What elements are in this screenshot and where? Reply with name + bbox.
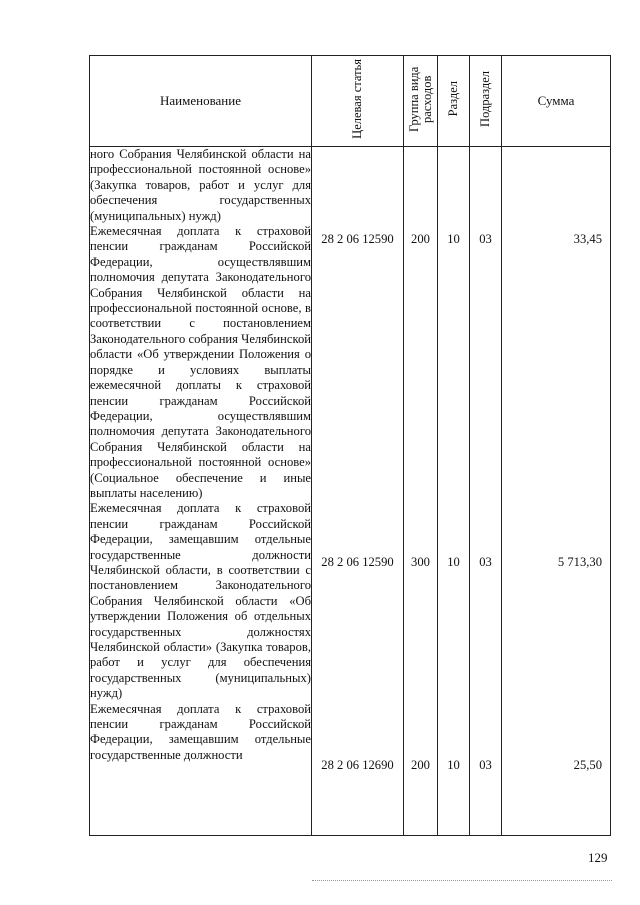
row-3-target: 28 2 06 12690 [321, 758, 394, 772]
row-2-section: 10 [447, 555, 460, 569]
page-number: 129 [588, 850, 608, 865]
name-cell [90, 147, 312, 836]
header-name: Наименование [90, 56, 312, 147]
group-cell [404, 147, 438, 836]
section-cell [438, 147, 470, 836]
table-row [90, 147, 611, 836]
budget-table [89, 55, 611, 836]
header-sum: Сумма [502, 56, 611, 147]
row-1-group: 200 [411, 232, 430, 246]
row-3-section: 10 [447, 758, 460, 772]
name-paragraph: Ежемесячная доплата к страховой пенсии гражданам Российской Федерации, замещавшим отдельные государственные должности Челябинской области, в соответствии с постановлением Законодательного Собрания Челябинской области «Об утверждении Положения об отдельных государственных должностях Челябинской области» (Закупка товаров, работ и услуг для обеспечения государственных (муниципальных) нужд) [90, 501, 311, 701]
subsection-cell [470, 147, 502, 836]
header-group: Группа вида расходов [404, 56, 438, 147]
header-subsection: Подраздел [470, 56, 502, 147]
name-paragraph: Ежемесячная доплата к страховой пенсии гражданам Российской Федерации, осуществлявшим полномочия депутата Законодательного Собрания Челябинской области на профессиональной постоянной основе, в соответствии с постановлением Законодательного собрания Челябинской области «Об утверждении Положения о порядке и условиях выплаты ежемесячной доплаты к страховой пенсии гражданам Российской Федерации, осуществлявшим полномочия депутата Законодательного Собрания Челябинской области на профессиональной постоянной основе» (Социальное обеспечение и иные выплаты населению) [90, 224, 311, 500]
sum-cell [502, 147, 611, 836]
name-paragraph: ного Собрания Челябинской области на профессиональной постоянной основе» (Закупка товаров, работ и услуг для обеспечения государственных (муниципальных) нужд) [90, 147, 311, 223]
row-1-section: 10 [447, 232, 460, 246]
header-target: Целевая статья [312, 56, 404, 147]
row-2-sum: 5 713,30 [557, 555, 602, 569]
row-1-sum: 33,45 [573, 232, 602, 246]
table-header-row [90, 56, 611, 147]
row-1-target: 28 2 06 12590 [321, 232, 394, 246]
row-2-subsection: 03 [479, 555, 492, 569]
bottom-divider [312, 880, 612, 881]
row-2-target: 28 2 06 12590 [321, 555, 394, 569]
row-1-subsection: 03 [479, 232, 492, 246]
target-cell [312, 147, 404, 836]
header-section: Раздел [438, 56, 470, 147]
row-3-group: 200 [411, 758, 430, 772]
row-3-sum: 25,50 [573, 758, 602, 772]
row-2-group: 300 [411, 555, 430, 569]
name-paragraph: Ежемесячная доплата к страховой пенсии гражданам Российской Федерации, замещавшим отдельные государственные должности [90, 701, 311, 762]
row-3-subsection: 03 [479, 758, 492, 772]
